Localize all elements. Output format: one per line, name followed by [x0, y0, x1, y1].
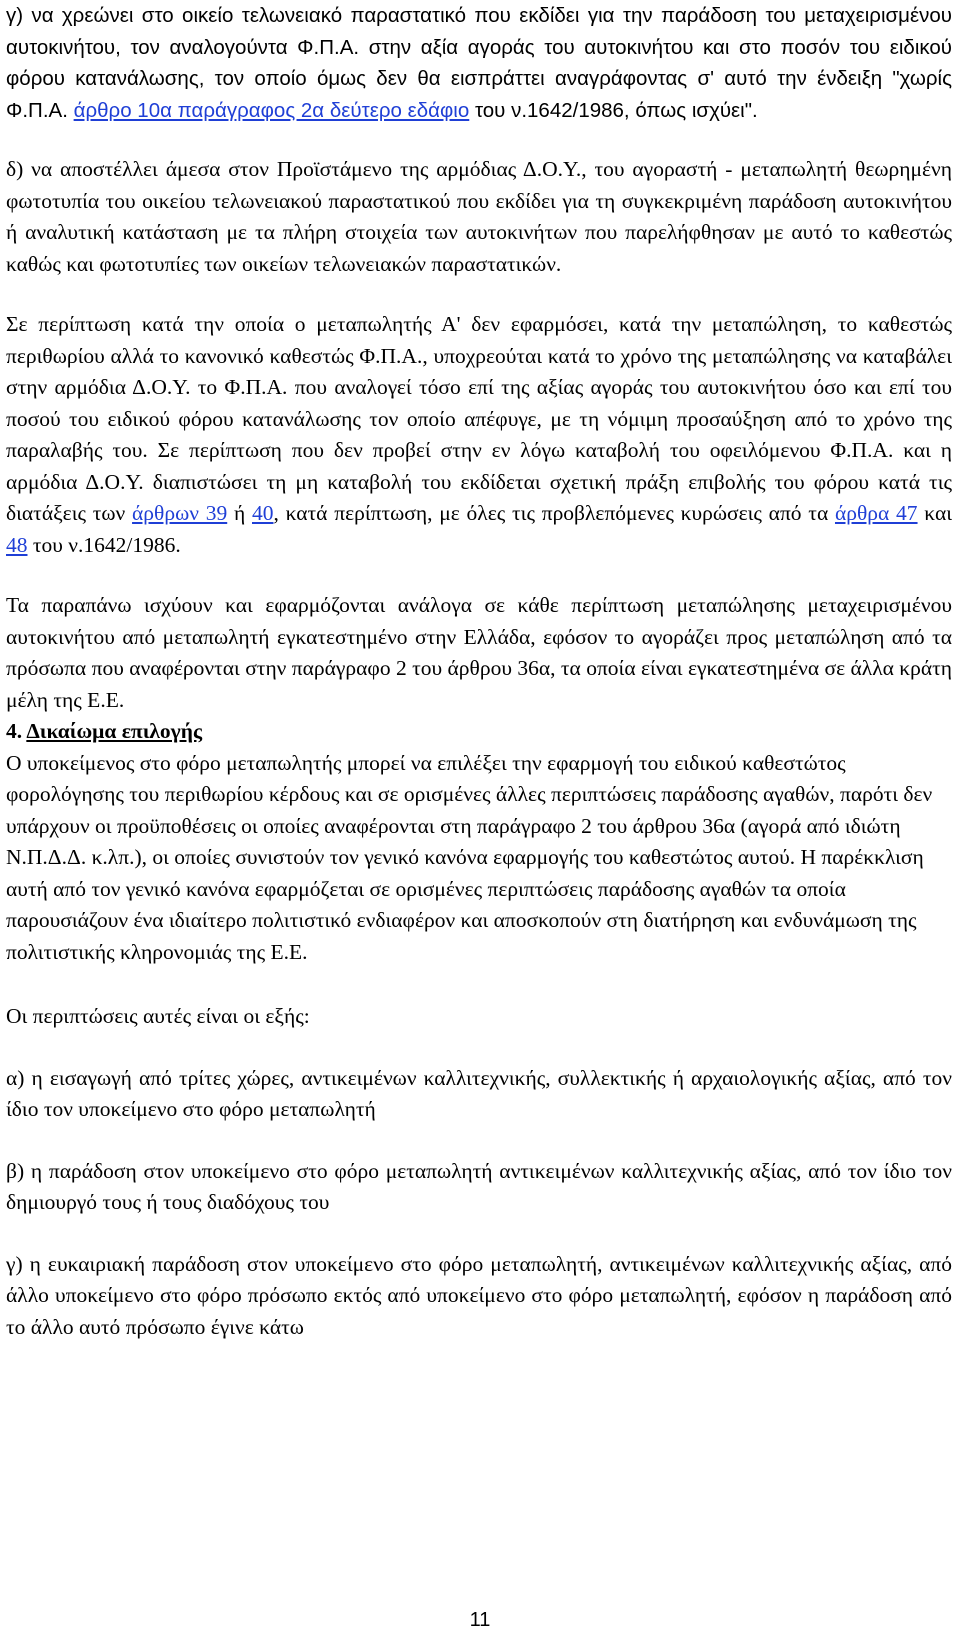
paragraph-case-text-3: , κατά περίπτωση, με όλες τις προβλεπόμενες κυρώσεις από τα	[273, 501, 835, 525]
link-article-48[interactable]: 48	[6, 532, 28, 557]
section-4-title: Δικαίωμα επιλογής	[26, 719, 203, 743]
paragraph-d: δ) να αποστέλλει άμεσα στον Προϊστάμενο της αρμόδιας Δ.Ο.Υ., του αγοραστή - μεταπωλητή θεωρημένη φωτοτυπία του οικείου τελωνειακού παραστατικού που εκδίδει για τη συγκεκριμένη παράδοση αυτοκινήτου ή αναλυτική κατάσταση με τα πλήρη στοιχεία των αυτοκινήτων που παρελήφθησαν με αυτό το καθεστώς καθώς και φωτοτυπίες των οικείων τελωνειακών παραστατικών.	[6, 157, 952, 276]
paragraph-g-text-before: γ) να χρεώνει στο οικείο τελωνειακό παραστατικό που εκδίδει για την παράδοση του μεταχειρισμένου αυτοκινήτου, τον αναλογούντα Φ.Π.Α. στην αξία αγοράς του αυτοκινήτου και στο ποσόν του ειδικού φόρου κατανάλωσης, τον οποίο όμως δεν θα εισπράττει αναγράφοντας σ' αυτό την ένδειξη "χωρίς Φ.Π.Α.	[6, 4, 952, 122]
section-4-intro: Ο υποκείμενος στο φόρο μεταπωλητής μπορεί να επιλέξει την εφαρμογή του ειδικού καθεστώτος φορολόγησης του περιθωρίου κέρδους και σε ορισμένες άλλες περιπτώσεις παράδοσης αγαθών, παρότι δεν υπάρχουν οι προϋποθέσεις οι οποίες αναφέρονται στη παράγραφο 2 του άρθρου 36α (αγορά από ιδιώτη Ν.Π.Δ.Δ. κ.λπ.), οι οποίες συνιστούν τον γενικό κανόνα εφαρμογής του καθεστώτος αυτού. Η παρέκκλιση αυτή από τον γενικό κανόνα εφαρμόζεται σε ορισμένες περιπτώσεις παράδοσης αγαθών τα οποία παρουσιάζουν ένα ιδιαίτερο πολιτιστικό ενδιαφέρον και αποσκοπούν στη διατήρηση και ενδυνάμωση της πολιτιστικής κληρονομιάς της Ε.Ε.	[6, 750, 933, 964]
paragraph-case	[6, 309, 952, 561]
paragraph-case-text-1: Σε περίπτωση κατά την οποία ο μεταπωλητής Α' δεν εφαρμόσει, κατά την μεταπώληση, το καθεστώς περιθωρίου αλλά το κανονικό καθεστώς Φ.Π.Α., υποχρεούται κατά το χρόνο της μεταπώλησης να καταβάλει στην αρμόδια Δ.Ο.Υ. το Φ.Π.Α. που αναλογεί τόσο επί της αξίας αγοράς του αυτοκινήτου όσο και επί του ποσού του ειδικού φόρου κατανάλωσης τον οποίο απέφυγε, με τη νόμιμη προσαύξηση από το χρόνο της παραλαβής του. Σε περίπτωση που δεν προβεί στην εν λόγω καταβολή του οφειλόμενου Φ.Π.Α. και η αρμόδια Δ.Ο.Υ. διαπιστώσει τη μη καταβολή του εκδίδεται σχετική πράξη επιβολής του φόρου κατά τις διατάξεις των	[6, 312, 952, 525]
page-number: 11	[469, 1609, 491, 1631]
section-4-heading	[6, 716, 952, 748]
paragraph-g-text-after: του ν.1642/1986, όπως ισχύει".	[469, 98, 758, 122]
paragraph-case-text-5: του ν.1642/1986.	[27, 532, 181, 557]
case-b: β) η παράδοση στον υποκείμενο στο φόρο μεταπωλητή αντικειμένων καλλιτεχνικής αξίας, από τον ίδιο τον δημιουργό τους ή τους διαδόχους του	[6, 1158, 952, 1214]
paragraph-g	[6, 0, 952, 126]
link-articles-47[interactable]: άρθρα 47	[834, 501, 918, 525]
section-4-number: 4.	[6, 719, 27, 743]
paragraph-case-text-2: ή	[227, 501, 252, 525]
case-a: α) η εισαγωγή από τρίτες χώρες, αντικειμένων καλλιτεχνικής, συλλεκτικής ή αρχαιολογικής αξίας, από τον ίδιο τον υποκείμενο στο φόρο μεταπωλητή	[6, 1065, 952, 1121]
link-article-40[interactable]: 40	[252, 501, 274, 525]
cases-intro: Οι περιπτώσεις αυτές είναι οι εξής:	[6, 1004, 310, 1028]
link-articles-39[interactable]: άρθρων 39	[132, 501, 228, 525]
paragraph-case-text-4: και	[917, 501, 953, 525]
paragraph-applies: Τα παραπάνω ισχύουν και εφαρμόζονται ανάλογα σε κάθε περίπτωση μεταπώλησης μεταχειρισμένου αυτοκινήτου από μεταπωλητή εγκατεστημένο στην Ελλάδα, εφόσον το αγοράζει προς μεταπώληση από τα πρόσωπα που αναφέρονται στην παράγραφο 2 του άρθρου 36α, τα οποία είναι εγκατεστημένα σε άλλα κράτη μέλη της Ε.Ε.	[6, 593, 952, 712]
case-c: γ) η ευκαιριακή παράδοση στον υποκείμενο στο φόρο μεταπωλητή, αντικειμένων καλλιτεχνικής αξίας, από άλλο υποκείμενο στο φόρο πρόσωπο εκτός από υποκείμενο στο φόρο μεταπωλητή, εφόσον η παράδοση από το άλλο αυτό πρόσωπο έγινε κάτω	[6, 1251, 952, 1339]
link-article-10a[interactable]: άρθρο 10α παράγραφος 2α δεύτερο εδάφιο	[73, 98, 470, 122]
document-page	[6, 0, 952, 1343]
